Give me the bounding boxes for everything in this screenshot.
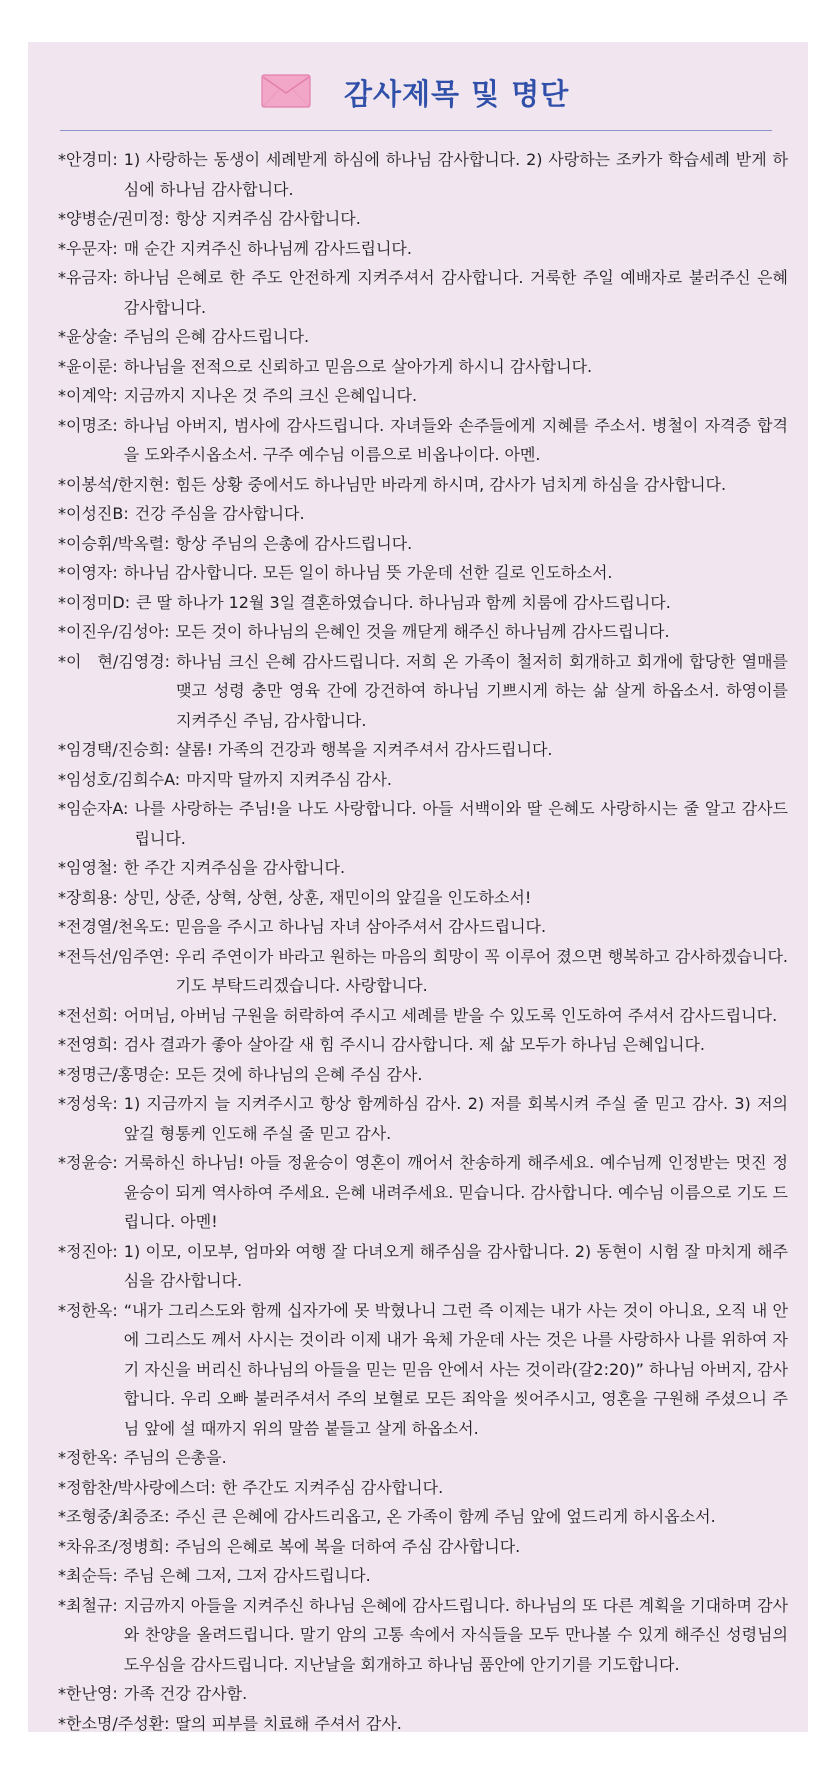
entry-name: *정명근/홍명순: bbox=[58, 1064, 170, 1084]
list-item bbox=[58, 499, 788, 529]
entry-name: *정윤승: bbox=[58, 1153, 118, 1172]
entry-text: 한 주간 지켜주심을 감사합니다. bbox=[123, 858, 346, 877]
entry-text: 건강 주심을 감사합니다. bbox=[134, 504, 305, 523]
entry-name: *한소명/주성환: bbox=[58, 1713, 170, 1733]
list-item bbox=[58, 912, 788, 942]
entry-text: 1) 사랑하는 동생이 세례받게 하심에 하나님 감사합니다. 2) 사랑하는 조카가 학습세례 받게 하심에 하나님 감사합니다. bbox=[123, 150, 788, 199]
entry-text: 우리 주연이가 바라고 원하는 마음의 희망이 꼭 이루어 졌으면 행복하고 감사하겠습니다. 기도 부탁드리겠습니다. 사랑합니다. bbox=[175, 946, 788, 995]
list-item bbox=[58, 1473, 788, 1503]
entry-text: 하나님 은혜로 한 주도 안전하게 지켜주셔서 감사합니다. 거룩한 주일 예배자로 불러주신 은혜 감사합니다. bbox=[123, 268, 788, 317]
list-item bbox=[58, 1532, 788, 1562]
list-item bbox=[58, 381, 788, 411]
entry-name: *차유조/정병희: bbox=[58, 1536, 170, 1556]
entry-text: 하나님 감사합니다. 모든 일이 하나님 뜻 가운데 선한 길로 인도하소서. bbox=[123, 563, 613, 582]
entry-text: “내가 그리스도와 함께 십자가에 못 박혔나니 그런 즉 이제는 내가 사는 것이 아니요, 오직 내 안에 그리스도 께서 사시는 것이라 이제 내가 육체 가운데 사는 것은 나를 사랑하사 나를 위하여 자기 자신을 버리신 하나님의 아들을 믿는 믿음 안에서 사는 것이라(갈2:20)” 하나님 아버지, 감사합니다. 우리 오빠 불러주셔서 주의 보혈로 모든 죄악을 씻어주시고, 영혼을 구원해 주셨으니 주님 앞에 설 때까지 위의 말씀 붙들고 살게 하옵소서. bbox=[123, 1300, 788, 1438]
entry-name: *윤상술: bbox=[58, 327, 118, 346]
list-item bbox=[58, 322, 788, 352]
entry-name: *이정미D: bbox=[58, 592, 131, 612]
entry-text: 모든 것이 하나님의 은혜인 것을 깨닫게 해주신 하나님께 감사드립니다. bbox=[175, 622, 670, 641]
list-item bbox=[58, 765, 788, 795]
entry-name: *전경열/천옥도: bbox=[58, 917, 170, 936]
entry-name: *정한옥: bbox=[58, 1448, 118, 1467]
list-item bbox=[58, 470, 788, 500]
entry-name: *전선희: bbox=[58, 1005, 118, 1025]
list-item bbox=[58, 588, 788, 618]
entry-text: 주님의 은혜로 복에 복을 더하여 주심 감사합니다. bbox=[175, 1536, 521, 1556]
list-item bbox=[58, 1148, 788, 1237]
entry-name: *한난영: bbox=[58, 1684, 118, 1703]
entry-name: *임경택/진승희: bbox=[58, 740, 170, 759]
entry-text: 주님 은혜 그저, 그저 감사드립니다. bbox=[123, 1566, 371, 1585]
entry-name: *임성호/김희수A: bbox=[58, 769, 181, 789]
entry-text: 매 순간 지켜주신 하나님께 감사드립니다. bbox=[123, 238, 412, 258]
entry-text: 큰 딸 하나가 12월 3일 결혼하였습니다. 하나님과 함께 치룸에 감사드립니다. bbox=[136, 592, 671, 612]
entry-text: 지금까지 지나온 것 주의 크신 은혜입니다. bbox=[123, 386, 418, 405]
entry-text: 거룩하신 하나님! 아들 정윤승이 영혼이 깨어서 찬송하게 해주세요. 예수님께 인정받는 멋진 정윤승이 되게 역사하여 주세요. 은혜 내려주세요. 믿습니다. 감사합니다. 예수님 이름으로 기도 드립니다. 아멘! bbox=[123, 1153, 788, 1231]
entry-text: 한 주간도 지켜주심 감사합니다. bbox=[221, 1477, 444, 1497]
entry-name: *이 현/김영경: bbox=[58, 651, 171, 671]
list-item bbox=[58, 1089, 788, 1148]
entry-name: *최순득: bbox=[58, 1566, 118, 1585]
list-item bbox=[58, 942, 788, 1001]
entry-text: 검사 결과가 좋아 살아갈 새 힘 주시니 감사합니다. 제 삶 모두가 하나님 은혜입니다. bbox=[123, 1035, 706, 1054]
entry-text: 상민, 상준, 상혁, 상현, 상훈, 재민이의 앞길을 인도하소서! bbox=[123, 887, 532, 907]
entry-name: *장희용: bbox=[58, 887, 118, 907]
entry-name: *임순자A: bbox=[58, 799, 129, 818]
header bbox=[28, 42, 808, 132]
entry-text: 하나님 크신 은혜 감사드립니다. 저희 온 가족이 철저히 회개하고 회개에 합당한 열매를 맺고 성령 충만 영육 간에 강건하여 하나님 기쁘시게 하는 삶 살게 하옵소서. 하영이를 지켜주신 주님, 감사합니다. bbox=[176, 651, 788, 730]
entry-name: *정진아: bbox=[58, 1241, 118, 1261]
entry-list bbox=[58, 145, 788, 1738]
entry-text: 하나님 아버지, 범사에 감사드립니다. 자녀들와 손주들에게 지혜를 주소서. 병철이 자격증 합격을 도와주시옵소서. 구주 예수님 이름으로 비옵나이다. 아멘. bbox=[123, 415, 788, 464]
list-item bbox=[58, 617, 788, 647]
envelope-icon bbox=[261, 74, 311, 108]
entry-text: 마지막 달까지 지켜주심 감사. bbox=[186, 769, 393, 789]
list-item bbox=[58, 411, 788, 470]
entry-name: *이봉석/한지현: bbox=[58, 474, 170, 494]
entry-name: *이승휘/박옥렬: bbox=[58, 533, 170, 553]
entry-text: 샬롬! 가족의 건강과 행복을 지켜주셔서 감사드립니다. bbox=[175, 740, 553, 759]
entry-text: 모든 것에 하나님의 은혜 주심 감사. bbox=[175, 1064, 423, 1084]
title-divider bbox=[60, 130, 772, 131]
list-item bbox=[58, 234, 788, 264]
page-title: 감사제목 및 명단 bbox=[344, 77, 570, 111]
entry-text: 힘든 상황 중에서도 하나님만 바라게 하시며, 감사가 넘치게 하심을 감사합니다. bbox=[175, 474, 727, 494]
entry-name: *정함찬/박사랑에스더: bbox=[58, 1477, 216, 1497]
list-item bbox=[58, 204, 788, 234]
entry-name: *조형중/최증조: bbox=[58, 1507, 170, 1526]
list-item bbox=[58, 647, 788, 736]
thanks-panel bbox=[28, 42, 808, 1732]
list-item bbox=[58, 1679, 788, 1709]
entry-name: *임영철: bbox=[58, 858, 118, 877]
entry-name: *이명조: bbox=[58, 415, 118, 435]
list-item bbox=[58, 1591, 788, 1680]
list-item bbox=[58, 853, 788, 883]
entry-name: *이계악: bbox=[58, 386, 118, 405]
list-item bbox=[58, 1561, 788, 1591]
entry-text: 가족 건강 감사함. bbox=[123, 1684, 248, 1703]
list-item bbox=[58, 529, 788, 559]
entry-text: 어머님, 아버님 구원을 허락하여 주시고 세례를 받을 수 있도록 인도하여 주셔서 감사드립니다. bbox=[123, 1005, 778, 1025]
entry-name: *이성진B: bbox=[58, 504, 129, 523]
list-item bbox=[58, 558, 788, 588]
entry-text: 믿음을 주시고 하나님 자녀 삼아주셔서 감사드립니다. bbox=[175, 917, 547, 936]
entry-name: *양병순/권미정: bbox=[58, 209, 170, 228]
list-item bbox=[58, 1030, 788, 1060]
entry-name: *전영희: bbox=[58, 1035, 118, 1054]
entry-name: *정성욱: bbox=[58, 1094, 118, 1113]
list-item bbox=[58, 1443, 788, 1473]
entry-text: 1) 지금까지 늘 지켜주시고 항상 함께하심 감사. 2) 저를 회복시켜 주실 줄 믿고 감사. 3) 저의 앞길 형통케 인도해 주실 줄 믿고 감사. bbox=[123, 1094, 788, 1143]
entry-text: 항상 지켜주심 감사합니다. bbox=[175, 209, 361, 228]
list-item bbox=[58, 1709, 788, 1739]
list-item bbox=[58, 1060, 788, 1090]
entry-name: *정한옥: bbox=[58, 1300, 118, 1320]
list-item bbox=[58, 263, 788, 322]
entry-name: *전득선/임주연: bbox=[58, 946, 170, 966]
list-item bbox=[58, 883, 788, 913]
list-item bbox=[58, 145, 788, 204]
entry-text: 주신 큰 은혜에 감사드리옵고, 온 가족이 함께 주님 앞에 엎드리게 하시옵소서. bbox=[175, 1507, 716, 1526]
entry-text: 나를 사랑하는 주님!을 나도 사랑합니다. 아들 서백이와 딸 은혜도 사랑하시는 줄 알고 감사드립니다. bbox=[134, 799, 788, 848]
entry-name: *이영자: bbox=[58, 563, 118, 582]
list-item bbox=[58, 1237, 788, 1296]
entry-name: *유금자: bbox=[58, 268, 118, 287]
entry-text: 1) 이모, 이모부, 엄마와 여행 잘 다녀오게 해주심을 감사합니다. 2) 동현이 시험 잘 마치게 해주심을 감사합니다. bbox=[123, 1241, 788, 1290]
list-item bbox=[58, 352, 788, 382]
entry-text: 지금까지 아들을 지켜주신 하나님 은혜에 감사드립니다. 하나님의 또 다른 계획을 기대하며 감사와 찬양을 올려드립니다. 말기 암의 고통 속에서 자식들을 모두 만나볼 수 있게 해주신 성령님의 도우심을 감사드립니다. 지난날을 회개하고 하나님 품안에 안기기를 기도합니다. bbox=[123, 1595, 788, 1674]
entry-text: 주님의 은혜 감사드립니다. bbox=[123, 327, 310, 346]
entry-text: 하나님을 전적으로 신뢰하고 믿음으로 살아가게 하시니 감사합니다. bbox=[123, 356, 593, 376]
entry-name: *우문자: bbox=[58, 238, 118, 258]
entry-name: *최철규: bbox=[58, 1595, 118, 1615]
list-item bbox=[58, 1296, 788, 1444]
list-item bbox=[58, 735, 788, 765]
list-item bbox=[58, 1001, 788, 1031]
entry-name: *윤이룬: bbox=[58, 356, 118, 376]
entry-text: 딸의 피부를 치료해 주셔서 감사. bbox=[175, 1713, 402, 1733]
entry-text: 항상 주님의 은총에 감사드립니다. bbox=[175, 533, 413, 553]
list-item bbox=[58, 1502, 788, 1532]
list-item bbox=[58, 794, 788, 853]
entry-name: *안경미: bbox=[58, 150, 118, 169]
entry-text: 주님의 은총을. bbox=[123, 1448, 227, 1467]
entry-name: *이진우/김성아: bbox=[58, 622, 170, 641]
